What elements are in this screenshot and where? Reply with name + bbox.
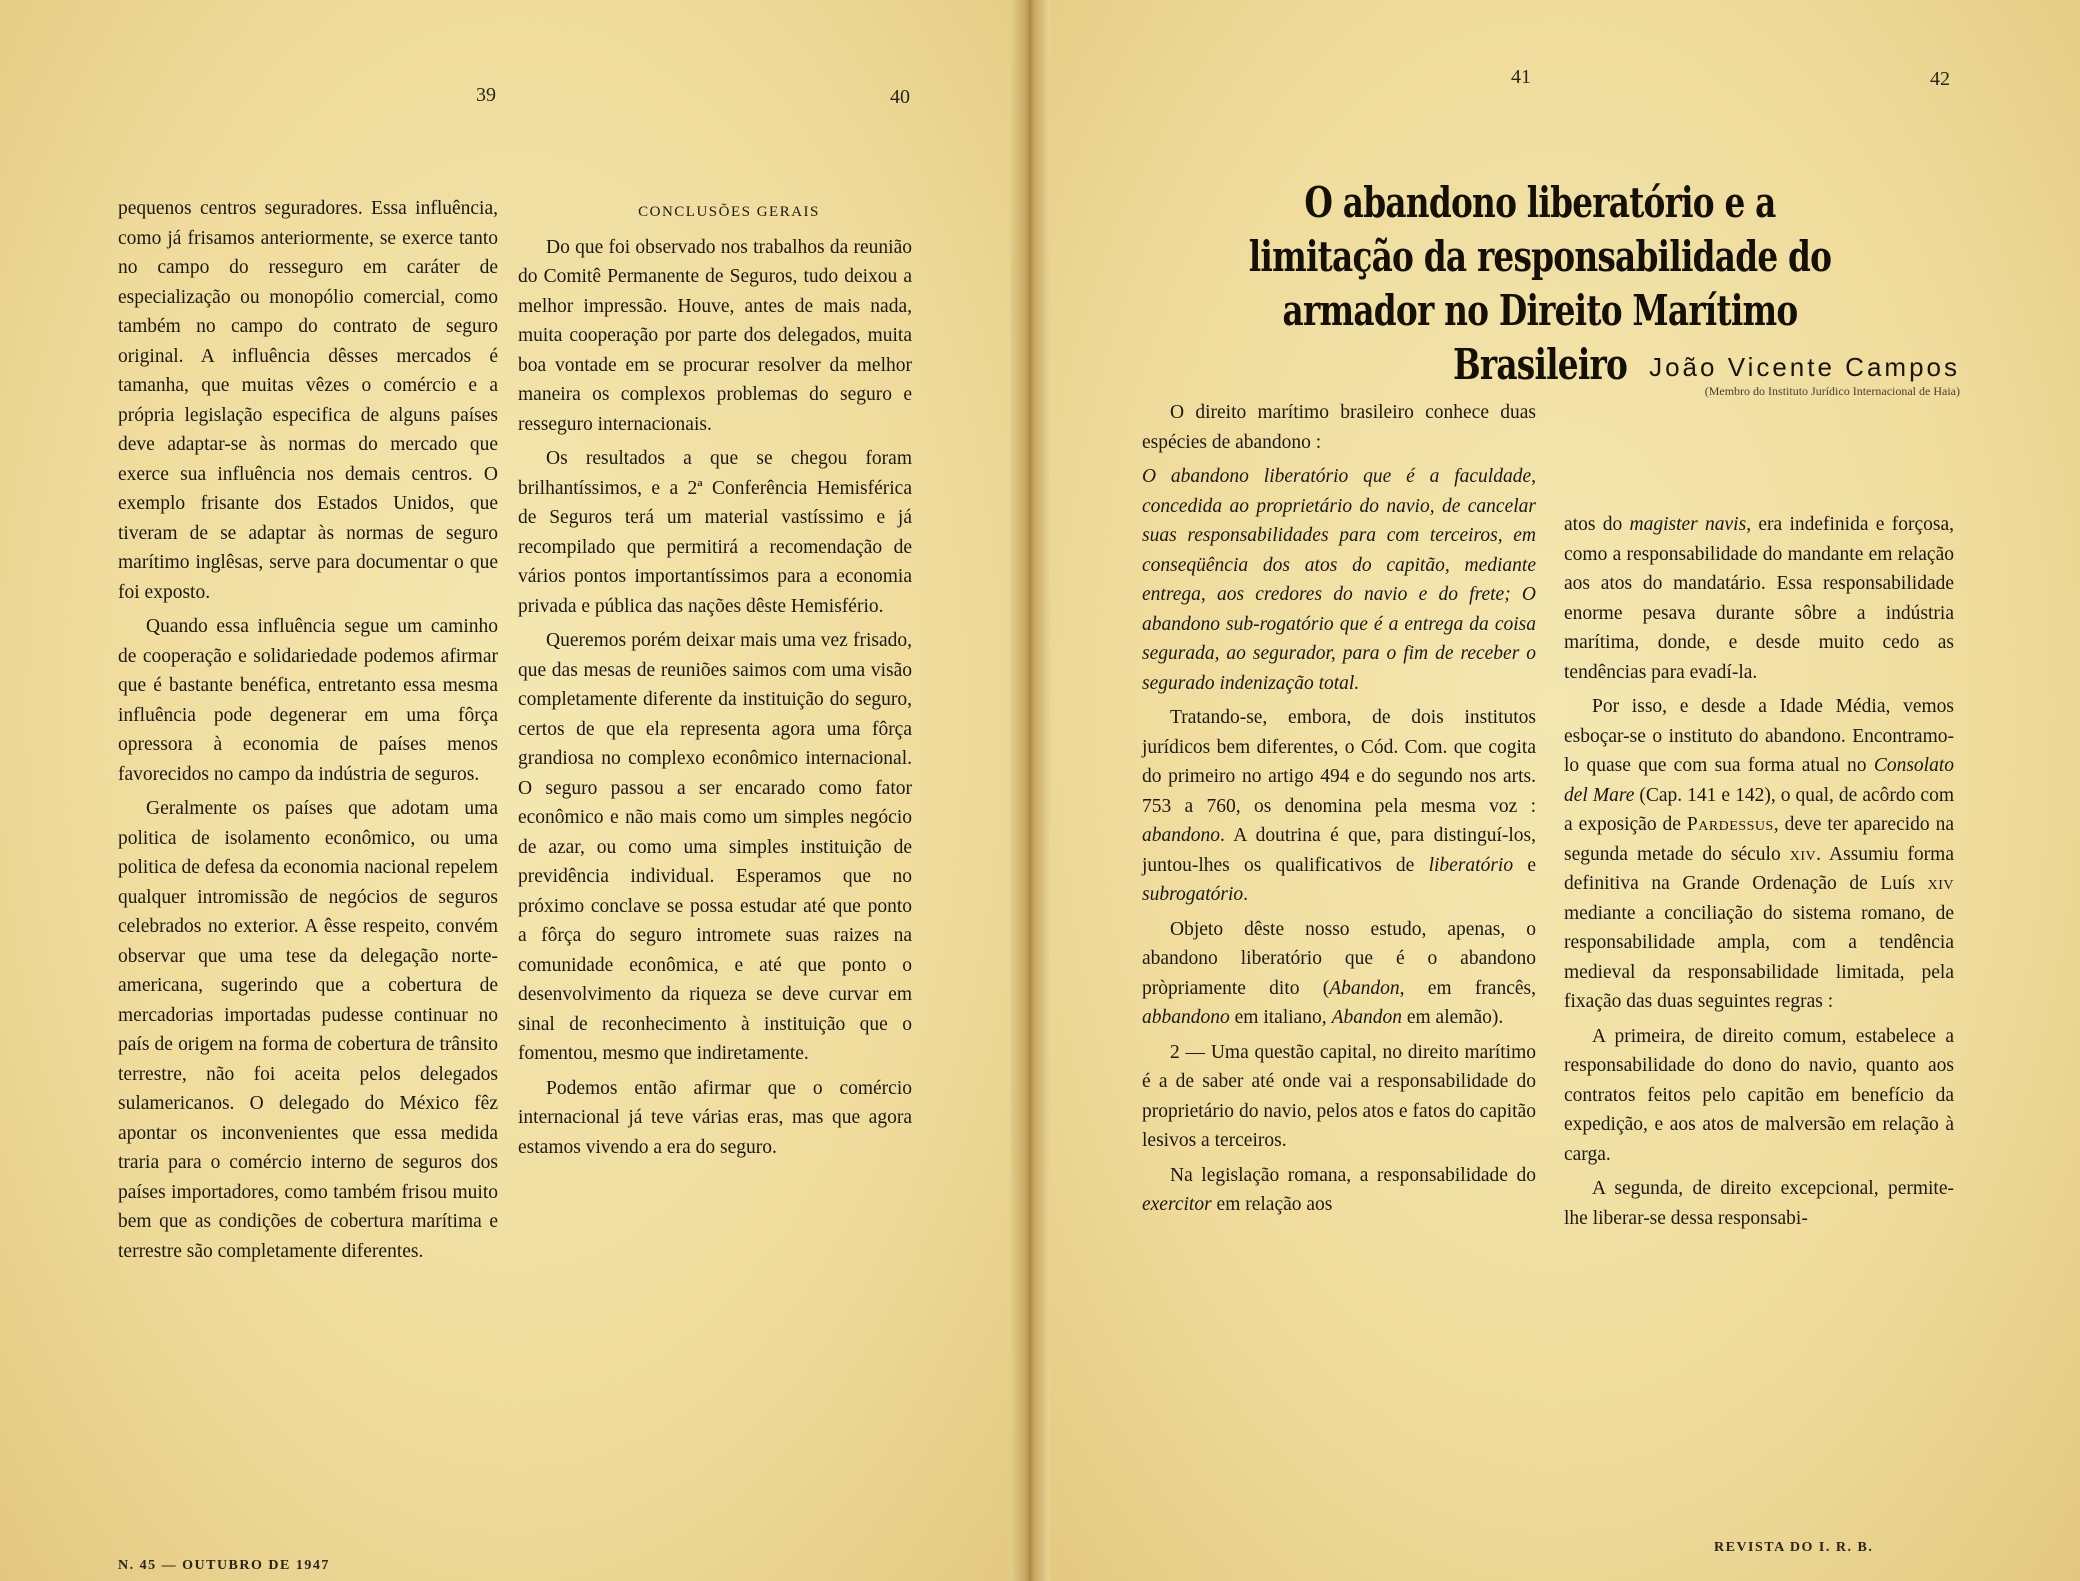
footer-issue-date: N. 45 — OUTUBRO DE 1947 [118,1558,330,1573]
author-affiliation: (Membro do Instituto Jurídico Internacional de Haia) [1704,384,1960,398]
page-40-column [518,198,912,1167]
paragraph: Do que foi observado nos trabalhos da reunião do Comitê Permanente de Seguros, tudo deixou a melhor impressão. Houve, antes de mais nada, muita cooperação por parte dos delegados, muita boa vontade em se procurar resolver da melhor maneira os complexos problemas do seguro e resseguro internacionais. [518,236,912,435]
page-number-39: 39 [476,84,496,106]
paragraph: Quando essa influência segue um caminho de cooperação e solidariedade podemos afirmar que é bastante benéfica, entretanto essa mesma influência pode degenerar em uma fôrça opressora à economia de países menos favorecidos no campo da indústria de seguros. [118,616,498,785]
paragraph: Podemos então afirmar que o comércio internacional já teve várias eras, mas que agora estamos vivendo a era do seguro. [518,1077,912,1158]
paragraph: O direito marítimo brasileiro conhece duas espécies de abandono : [1142,402,1536,453]
footer-journal-name: REVISTA DO I. R. B. [1714,1540,1874,1555]
page-42-column [1564,510,1954,1238]
paragraph: Por isso, e desde a Idade Média, vemos esboçar-se o instituto do abandono. Encontramo-lo quase que com sua forma atual no Consolato del Mare (Cap. 141 e 142), o qual, de acôrdo com a exposição de Pardessus, deve ter aparecido na segunda metade do século xiv. Assumiu forma definitiva na Grande Ordenação de Luís xiv mediante a conciliação do sistema romano, de responsabilidade ampla, com a tendência medieval da responsabilidade limitada, pela fixação das duas seguintes regras : [1564,696,1954,1012]
paragraph: 2 — Uma questão capital, no direito marítimo é a de saber até onde vai a responsabilidade do proprietário do navio, pelos atos e fatos do capitão lesivos a terceiros. [1142,1041,1536,1151]
page-number-41: 41 [1511,66,1531,88]
paragraph: Queremos porém deixar mais uma vez frisado, que das mesas de reuniões saimos com uma visão completamente diferente da instituição do seguro, certos de que ela representa agora uma fôrça grandiosa no complexo econômico internacional. O seguro passou a ser encarado como fator econômico e não mais como um simples negócio de azar, ou como uma simples instituição de previdência individual. Esperamos que no próximo conclave se possa estudar até que ponto a fôrça do seguro intromete suas raizes na comunidade econômica, e até que ponto o desenvolvimento da riqueza se deve curvar em sinal de reconhecimento à instituição que o fomentou, mesmo que indiretamente. [518,630,912,1064]
paragraph: Tratando-se, embora, de dois institutos jurídicos bem diferentes, o Cód. Com. que cogita do primeiro no artigo 494 e do segundo nos arts. 753 a 760, os denomina pela mesma voz : abandono. A doutrina é que, para distinguí-los, juntou-lhes os qualificativos de liberatório e subrogatório. [1142,707,1537,905]
paragraph: pequenos centros seguradores. Essa influência, como já frisamos anteriormente, se exerce tanto no campo do resseguro em caráter de especialização ou monopólio comercial, como também no campo do contrato de seguro original. A influência dêsses mercados é tamanha, que muitas vêzes o comércio e a própria legislação especifica de alguns países deve adaptar-se às normas do mercado que exerce sua influência nos demais centros. O exemplo frisante dos Estados Unidos, que tiveram de se adaptar às normas de seguro marítimo inglêsas, serve para documentar o que foi exposto. [118,198,498,603]
paragraph: Geralmente os países que adotam uma politica de isolamento econômico, ou uma politica de defesa da economia nacional repelem qualquer intromissão de negócios de seguros celebrados no exterior. A êsse respeito, convém observar que uma tese da delegação norte-americana, sugerindo que a cobertura de mercadorias importadas pudesse continuar no país de origem na forma de cobertura de trânsito terrestre, não foi aceita pelos delegados sulamericanos. O delegado do México fêz apontar os inconvenientes que essa medida traria para o comércio interno de seguros dos países importadores, como também frisou muito bem que as condições de cobertura marítima e terrestre são completamente diferentes. [118,798,498,1262]
page-number-42: 42 [1930,68,1950,90]
article-author: João Vicente Campos [1649,352,1960,382]
section-heading: CONCLUSÕES GERAIS [638,204,820,220]
paragraph: atos do magister navis, era indefinida e forçosa, como a responsabilidade do mandante em relação aos atos do mandatário. Essa responsabilidade enorme pesava durante sôbre a indústria marítima, donde, e desde muito cedo as tendências para evadí-la. [1564,514,1954,683]
page-39-column [118,194,498,1271]
paragraph: Objeto dêste nosso estudo, apenas, o abandono liberatório que é o abandono pròpriamente dito (Abandon, em francês, abbandono em italiano, Abandon em alemão). [1142,918,1536,1028]
binding-gutter [1010,0,1050,1581]
paragraph: Na legislação romana, a responsabilidade do exercitor em relação aos [1142,1164,1536,1215]
page-41-column [1142,398,1536,1225]
paragraph: A segunda, de direito excepcional, permite-lhe liberar-se dessa responsabi- [1564,1178,1954,1229]
paragraph: Os resultados a que se chegou foram brilhantíssimos, e a 2ª Conferência Hemisférica de Seguros terá um material vastíssimo e já recompilado que permitirá a recomendação de vários pontos importantíssimos para a economia privada e pública das nações dêste Hemisfério. [518,448,912,617]
article-title: O abandono liberatório e a limitação da responsabilidade do armador no Direito Marítimo Brasileiro [1248,178,1832,389]
page-number-40: 40 [890,86,910,108]
paragraph-definition: O abandono liberatório que é a faculdade, concedida ao proprietário do navio, de cancelar suas responsabilidades para com terceiros, em conseqüência dos atos do capitão, mediante entrega, aos credores do navio e do frete; O abandono sub-rogatório que é a entrega da coisa segurada, ao segurador, para o fim de receber o segurado indenização total. [1142,466,1536,694]
paragraph: A primeira, de direito comum, estabelece a responsabilidade do dono do navio, quanto aos contratos feitos pelo capitão em benefício da expedição, e aos atos de malversão em relação à carga. [1564,1025,1954,1165]
